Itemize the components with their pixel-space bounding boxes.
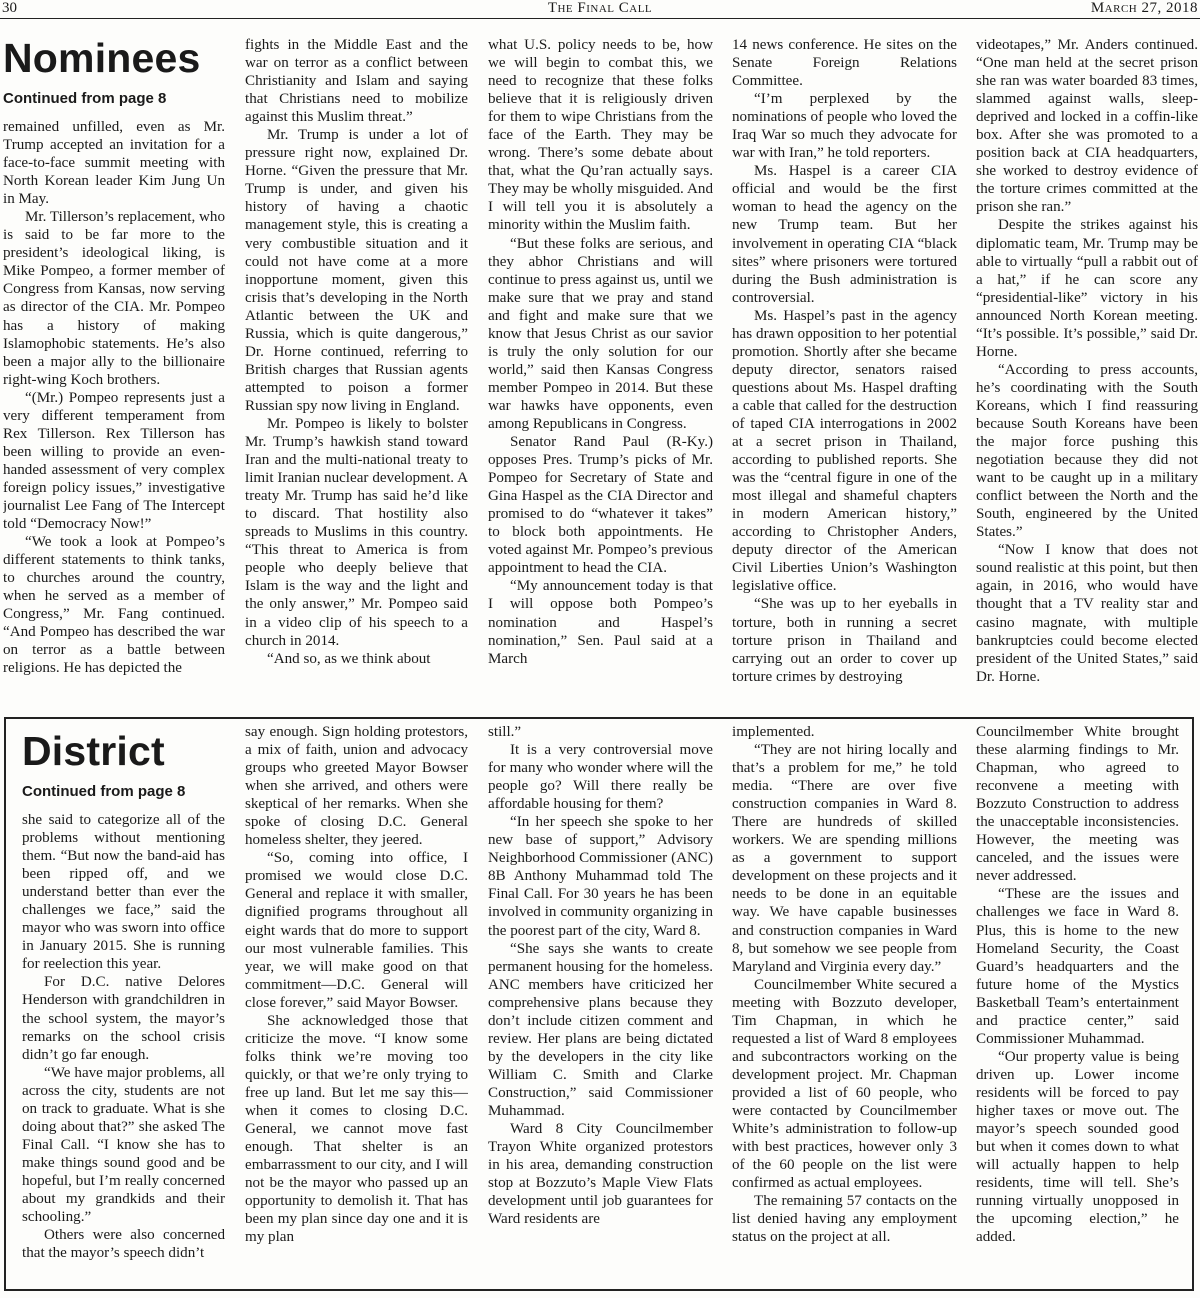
paragraph: “And so, as we think about xyxy=(267,650,431,667)
paragraph: “She was up to her eyeballs in torture, both in running a secret torture prison in Thailand and carrying out an order to cover up torture crimes by destroying xyxy=(732,596,957,685)
page-number: 30 xyxy=(2,0,17,16)
story-column xyxy=(488,723,713,1289)
story-column xyxy=(488,36,713,704)
paragraph: For D.C. native Delores Henderson with grandchildren in the school system, the mayor’s remarks on the school crisis didn’t go far enough. xyxy=(22,974,225,1063)
story-column xyxy=(976,36,1198,704)
continued-from: Continued from page 8 xyxy=(22,783,186,800)
story-column xyxy=(976,723,1179,1289)
paragraph: implemented. xyxy=(732,724,815,740)
paragraph: “These are the issues and challenges we face in Ward 8. Plus, this is home to the new Homeland Security, the Coast Guard’s headquarters and the future home of the Mystics Basketball Team’s entertainment and practice center,” said Commissioner Muhammad. xyxy=(976,886,1179,1047)
story-column xyxy=(245,723,468,1289)
paragraph: what U.S. policy needs to be, how we will begin to combat this, we need to recognize that these folks believe that it is religiously driven for them to wipe Christians from the face of the Earth. They may be wrong. There’s some debate about that, what the Qu’ran actually says. They may be wholly misguided. And I will tell you it is absolutely a minority within the Muslim faith. xyxy=(488,37,713,234)
headline: District xyxy=(22,729,165,774)
story-column xyxy=(3,36,225,704)
story-column xyxy=(732,36,957,704)
story-column xyxy=(22,729,225,1289)
district-story xyxy=(0,715,1200,1291)
paragraph: “(Mr.) Pompeo represents just a very different temperament from Rex Tillerson. Rex Tillerson has been willing to provide an even-handed assessment of very complex foreign policy issues,” investigative journalist Lee Fang of The Intercept told “Democracy Now!” xyxy=(3,389,225,533)
paragraph: Despite the strikes against his diplomatic team, Mr. Trump may be able to virtually “pull a rabbit out of a hat,” if he can score any “presidential-like” victory in his announced North Korean meeting. “It’s possible. It’s possible,” said Dr. Horne. xyxy=(976,217,1198,360)
paragraph: “My announcement today is that I will oppose both Pompeo’s nomination and Haspel’s nomination,” Sen. Paul said at a March xyxy=(488,578,713,667)
paragraph: Ward 8 City Councilmember Trayon White organized protestors in his area, demanding construction stop at Bozzuto’s Maple View Flats development until job guarantees for Ward residents are xyxy=(488,1121,713,1228)
paragraph: 14 news conference. He sites on the Senate Foreign Relations Committee. xyxy=(732,37,957,90)
headline: Nominees xyxy=(3,36,201,81)
paragraph: “We took a look at Pompeo’s different statements to think tanks, to churches around the country, when he served as a member of Congress,” Mr. Fang continued. “And Pompeo has described the war on terror as a battle between religions. He has depicted the xyxy=(3,534,225,677)
paragraph: Mr. Pompeo is likely to bolster Mr. Trump’s hawkish stand toward Iran and the multi-national treaty to limit Iranian nuclear development. A treaty Mr. Trump has said he’d like to discard. That hostility also spreads to Muslims in this country. “This threat to America is from people who deeply believe that Islam is the way and the light and the only answer,” Mr. Pompeo said in a video clip of his speech to a church in 2014. xyxy=(245,415,468,649)
paragraph: Others were also concerned that the mayor’s speech didn’t xyxy=(22,1227,225,1262)
paragraph: still.” xyxy=(488,724,522,740)
paragraph: Mr. Trump is under a lot of pressure right now, explained Dr. Horne. “Given the pressure that Mr. Trump is under, and given his history of having a chaotic management style, this is creating a very combustible situation and it could not have come at a more inopportune moment, given this crisis that’s developing in the North Atlantic between the UK and Russia, which is quite dangerous,” Dr. Horne continued, referring to British charges that Russian agents attempted to poison a former Russian spy now living in England. xyxy=(245,127,468,414)
paragraph: say enough. Sign holding protestors, a mix of faith, union and advocacy groups who greeted Mayor Bowser when she arrived, and others were skeptical of her remarks. When she spoke of closing D.C. General homeless shelter, they jeered. xyxy=(245,724,468,849)
issue-date: March 27, 2018 xyxy=(1090,0,1198,16)
nominees-story xyxy=(0,36,1200,704)
paragraph: “Now I know that does not sound realistic at this point, but then again, in 2016, who would have thought that a TV reality star and casino magnate, with multiple bankruptcies could become elected president of the United States,” said Dr. Horne. xyxy=(976,542,1198,685)
paragraph: Councilmember White secured a meeting with Bozzuto developer, Tim Chapman, in which he requested a list of Ward 8 employees and subcontractors working on the development project. Mr. Chapman provided a list of 60 people, who were contacted by Councilmember White’s administration to follow-up with best practices, however only 3 of the 60 people on the list were confirmed as actual employees. xyxy=(732,976,957,1192)
story-column xyxy=(732,723,957,1289)
paragraph: She acknowledged those that criticize the move. “I know some folks think we’re moving too quickly, or that we’re only trying to free up land. But let me say this—when it comes to closing D.C. General, we cannot move fast enough. That shelter is an embarrassment to our city, and I will not be the mayor who passed up an opportunity to demolish it. That has been my plan since day one and it is my plan xyxy=(245,1012,468,1246)
paragraph: “We have major problems, all across the city, students are not on track to graduate. What is she doing about that?” she asked The Final Call. “I know she has to make things sound good and be hopeful, but I’m really concerned about my grandkids and their schooling.” xyxy=(22,1064,225,1226)
paragraph: remained unfilled, even as Mr. Trump accepted an invitation for a face-to-face summit meeting with North Korean leader Kim Jung Un in May. xyxy=(3,119,225,208)
paragraph: “So, coming into office, I promised we would close D.C. General and replace it with smaller, dignified programs throughout all eight wards that do more to support our most vulnerable families. This year, we will make good on that commitment—D.C. General will close forever,” said Mayor Bowser. xyxy=(245,850,468,1011)
paragraph: The remaining 57 contacts on the list denied having any employment status on the project at all. xyxy=(732,1193,957,1246)
paragraph: It is a very controversial move for many who wonder where will the people go? Will there really be affordable housing for them? xyxy=(488,742,713,813)
paragraph: Ms. Haspel is a career CIA official and would be the first woman to head the agency on the new Trump team. But her involvement in operating CIA “black sites” where prisoners were tortured during the Bush administration is controversial. xyxy=(732,163,957,306)
paragraph: “She says she wants to create permanent housing for the homeless. ANC members have criticized her comprehensive plans because they don’t include citizen comment and review. Her plans are being dictated by the developers in the city like William C. Smith and Clarke Construction,” said Commissioner Muhammad. xyxy=(488,940,713,1119)
paragraph: “They are not hiring locally and that’s a problem for me,” he told media. “There are over five construction companies in Ward 8. There are hundreds of skilled workers. We are spending millions as a government to support development on these projects and it needs to be done in an equitable way. We have capable businesses and construction companies in Ward 8, but somehow we see people from Maryland and Virginia every day.” xyxy=(732,742,957,975)
paragraph: “Our property value is being driven up. Lower income residents will be forced to pay higher taxes or move out. The mayor’s speech sounded good but when it comes down to what will actually happen to help residents, time will tell. She’s running virtually unopposed in the upcoming election,” he added. xyxy=(976,1048,1179,1246)
paragraph: “I’m perplexed by the nominations of people who loved the Iraq War so much they advocate for war with Iran,” he told reporters. xyxy=(732,91,957,162)
paragraph: Ms. Haspel’s past in the agency has drawn opposition to her potential promotion. Shortly after she became deputy director, senators raised questions about Ms. Haspel drafting a cable that called for the destruction of taped CIA interrogations in 2002 at a secret prison in Thailand, according to published reports. She was the “central figure in one of the most illegal and shameful chapters in modern American history,” according to Christopher Anders, deputy director of the American Civil Liberties Union’s Washington legislative office. xyxy=(732,307,957,595)
continued-from: Continued from page 8 xyxy=(3,90,167,107)
page-header xyxy=(0,0,1200,19)
paragraph: “But these folks are serious, and they abhor Christians and will continue to press against us, until we make sure that we pray and stand and fight and make sure that we know that Jesus Christ as our savior is truly the only solution for our world,” said then Kansas Congress member Pompeo in 2014. But these war hawks have opponents, even among Republicans in Congress. xyxy=(488,235,713,432)
paragraph: Senator Rand Paul (R-Ky.) opposes Pres. Trump’s picks of Mr. Pompeo for Secretary of State and Gina Haspel as the CIA Director and promised to do “whatever it takes” to block both appointments. He voted against Mr. Pompeo’s previous appointment to head the CIA. xyxy=(488,434,713,577)
paragraph: Councilmember White brought these alarming findings to Mr. Chapman, who agreed to reconvene a meeting with Bozzuto Construction to address the unacceptable inconsistencies. However, the meeting was canceled, and the issues were never addressed. xyxy=(976,724,1179,885)
story-column xyxy=(245,36,468,704)
paragraph: she said to categorize all of the problems without mentioning them. “But now the band-aid has been ripped off, and we understand better than ever the challenges we face,” said the mayor who was sworn into office in January 2015. She is running for reelection this year. xyxy=(22,812,225,973)
publication-name: The Final Call xyxy=(547,0,653,16)
paragraph: fights in the Middle East and the war on terror as a conflict between Christianity and Islam and saying that Christians need to mobilize against this Muslim threat.” xyxy=(245,37,468,126)
paragraph: videotapes,” Mr. Anders continued. “One man held at the secret prison she ran was water boarded 83 times, slammed against walls, sleep-deprived and locked in a coffin-like box. After she was promoted to a position back at CIA headquarters, she worked to destroy evidence of the torture crimes committed at the prison she ran.” xyxy=(976,37,1198,216)
paragraph: “According to press accounts, he’s coordinating with the South Koreans, which I find reassuring because South Koreans have been the major force pushing this negotiation because they did not want to be caught up in a military conflict between the North and the South, engineered by the United States.” xyxy=(976,361,1198,541)
paragraph: Mr. Tillerson’s replacement, who is said to be far more to the president’s ideological liking, is Mike Pompeo, a former member of Congress from Kansas, now serving as director of the CIA. Mr. Pompeo has a history of making Islamophobic statements. He’s also been a major ally to the billionaire right-wing Koch brothers. xyxy=(3,209,225,388)
paragraph: “In her speech she spoke to her new base of support,” Advisory Neighborhood Commissioner (ANC) 8B Anthony Muhammad told The Final Call. For 30 years he has been involved in community organizing in the poorest part of the city, Ward 8. xyxy=(488,814,713,939)
